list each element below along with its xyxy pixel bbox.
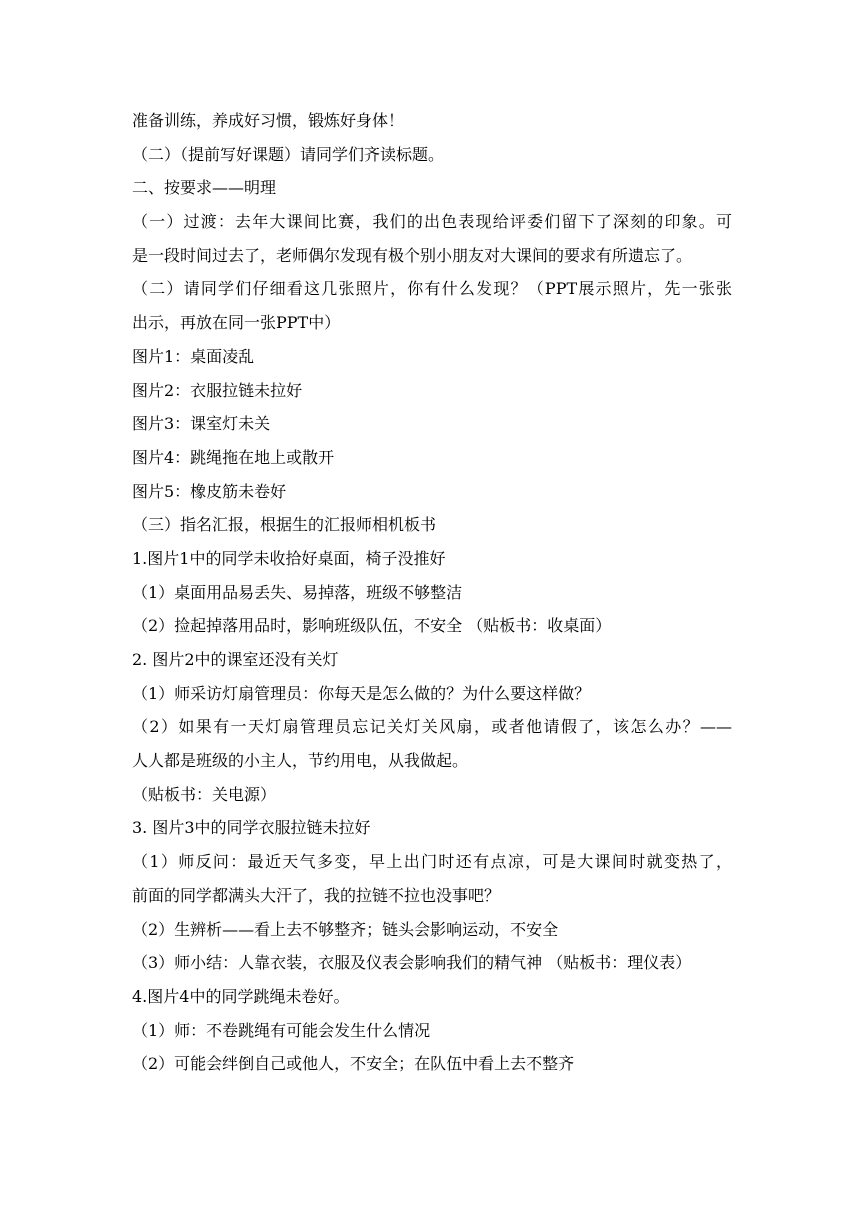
picture-item-4: 图片4：跳绳拖在地上或散开	[132, 447, 335, 467]
text-line-22: 3. 图片3中的同学衣服拉链未拉好	[132, 818, 371, 838]
text-line-4: （一）过渡：去年大课间比赛，我们的出色表现给评委们留下了深刻的印象。可	[132, 212, 732, 232]
text-line-7: 出示，再放在同一张PPT中）	[132, 313, 341, 333]
picture-item-3: 图片3：课室灯未关	[132, 414, 271, 434]
picture-item-2: 图片2：衣服拉链未拉好	[132, 380, 303, 400]
text-line-29: （2）可能会绊倒自己或他人，不安全；在队伍中看上去不整齐	[132, 1054, 575, 1074]
text-line-16: （2）捡起掉落用品时，影响班级队伍，不安全 （贴板书：收桌面）	[132, 616, 612, 636]
text-line-17: 2. 图片2中的课室还没有关灯	[132, 650, 339, 669]
text-line-15: （1）桌面用品易丢失、易掉落，班级不够整洁	[132, 582, 463, 602]
section-heading: 二、按要求——明理	[132, 178, 277, 198]
text-line-13: （三）指名汇报，根据生的汇报师相机板书	[132, 515, 437, 535]
text-line-23: （1）师反问：最近天气多变，早上出门时还有点凉，可是大课间时就变热了，	[132, 852, 732, 872]
text-line-26: （3）师小结：人靠衣装，衣服及仪表会影响我们的精气神 （贴板书：理仪表）	[132, 953, 692, 973]
text-line-6: （二）请同学们仔细看这几张照片，你有什么发现？（PPT展示照片，先一张张	[132, 279, 732, 299]
text-line-1: 准备训练，养成好习惯，锻炼好身体！	[132, 111, 405, 130]
text-line-28: （1）师：不卷跳绳有可能会发生什么情况	[132, 1020, 431, 1040]
picture-item-5: 图片5：橡皮筋未卷好	[132, 481, 287, 501]
text-line-14: 1.图片1中的同学未收拾好桌面，椅子没推好	[132, 548, 446, 568]
text-line-24: 前面的同学都满头大汗了，我的拉链不拉也没事吧？	[132, 885, 501, 905]
text-line-18: （1）师采访灯扇管理员：你每天是怎么做的？为什么要这样做？	[132, 683, 591, 703]
text-line-21: （贴板书：关电源）	[132, 784, 277, 804]
picture-item-1: 图片1：桌面凌乱	[132, 346, 255, 366]
text-line-20: 人人都是班级的小主人，节约用电，从我做起。	[132, 751, 469, 771]
text-line-2: （二）（提前写好课题）请同学们齐读标题。	[132, 144, 445, 164]
text-line-25: （2）生辨析——看上去不够整齐；链头会影响运动，不安全	[132, 919, 559, 939]
document-page	[132, 104, 732, 1081]
text-line-5: 是一段时间过去了，老师偶尔发现有极个别小朋友对大课间的要求有所遗忘了。	[132, 245, 693, 265]
text-line-27: 4.图片4中的同学跳绳未卷好。	[132, 986, 350, 1006]
text-line-19: （2）如果有一天灯扇管理员忘记关灯关风扇，或者他请假了，该怎么办？——	[132, 717, 732, 737]
